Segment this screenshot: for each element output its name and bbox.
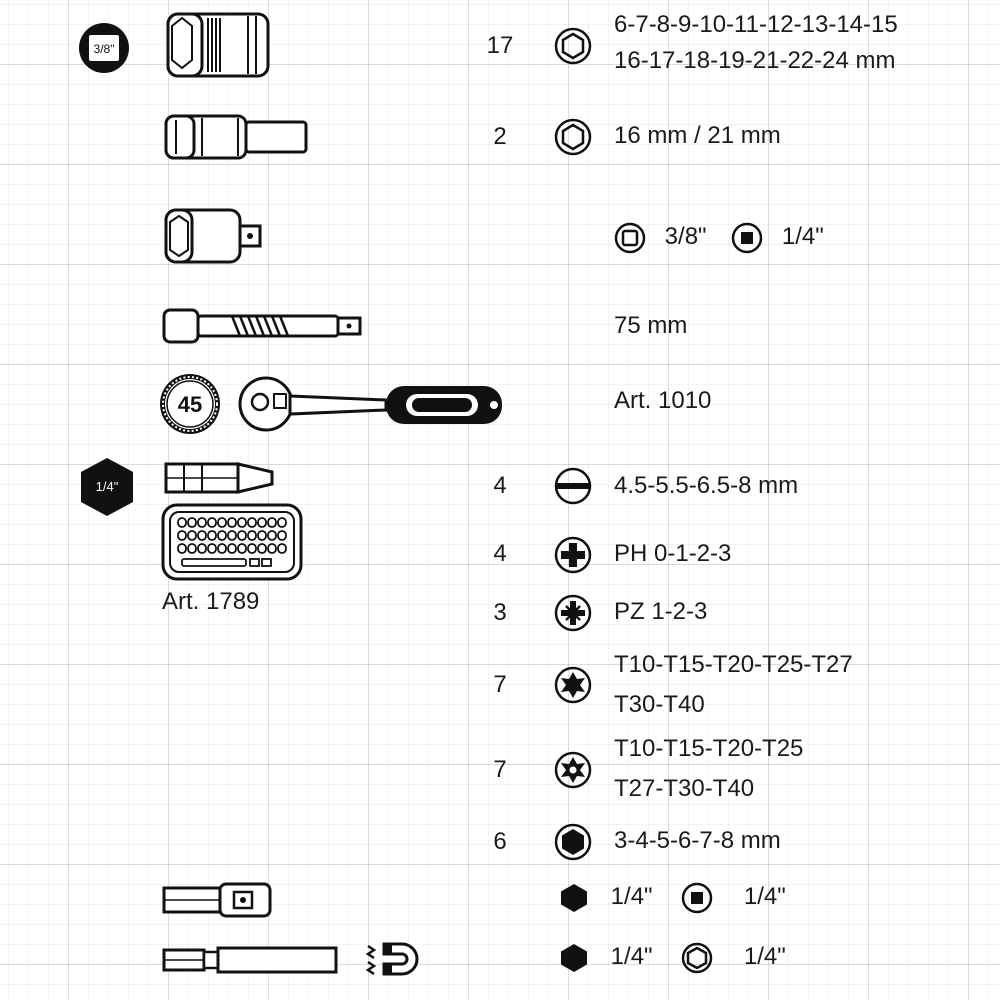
bit-slot [268,518,276,527]
sockets-sizes-line2: 16-17-18-19-21-22-24 mm [614,47,896,74]
deep-sockets-qty: 2 [493,123,507,150]
bit-illustration [162,460,278,496]
bit-holder-sizes [558,942,786,974]
sockets-qty: 17 [486,32,514,59]
bit-slot [198,544,206,553]
pozidriv-sizes: PZ 1-2-3 [614,598,708,625]
deep-sockets-sizes: 16 mm / 21 mm [614,122,781,149]
bit-slot [228,544,236,553]
bit-slot [198,531,206,540]
drive-badge-3-8 [78,22,130,74]
bit-slot [238,531,246,540]
square-drive-outline-icon [614,222,646,254]
slotted-qty: 4 [493,472,507,499]
hex-filled-icon [558,882,590,914]
ratchet-illustration [236,374,508,434]
ratchet-article: Art. 1010 [614,387,712,414]
bit-slot [208,544,216,553]
bit-adapter-size-a: 1/4" [610,883,653,911]
bit-holder-illustration [160,942,350,978]
bit-slot [278,544,286,553]
bit-slot [188,518,196,527]
slotted-sizes: 4.5-5.5-6.5-8 mm [614,472,799,499]
drive-adapter-illustration [162,206,267,266]
bit-slot [258,518,266,527]
drive-badge-1-4 [78,456,136,518]
magnet-icon [364,938,428,980]
bit-slot [208,518,216,527]
bit-slot [218,544,226,553]
drive-badge-3-8-label: 3/8" [93,42,115,56]
bit-slot [248,544,256,553]
adapter-size-b: 1/4" [781,223,824,251]
torx-tamper-sizes-line2: T27-T30-T40 [614,775,755,802]
bit-slot [218,518,226,527]
bit-slot [178,518,186,527]
hex-qty: 6 [493,828,507,855]
square-drive-filled-icon [731,222,763,254]
bit-slot [178,544,186,553]
bit-slot [178,531,186,540]
pozidriv-qty: 3 [493,599,507,626]
hex-filled-icon [558,942,590,974]
deep-socket-illustration [162,110,312,162]
bit-slot [198,518,206,527]
drive-badge-1-4-label: 1/4" [95,479,119,494]
bit-slot [268,544,276,553]
phillips-qty: 4 [493,540,507,567]
extension-bar-illustration [160,304,370,348]
phillips-bit-icon [553,535,593,575]
torx-sizes-line1: T10-T15-T20-T25-T27 [614,651,853,678]
bit-box-illustration [160,502,304,582]
phillips-sizes: PH 0-1-2-3 [614,540,732,567]
bit-adapter-size-b: 1/4" [743,883,786,911]
bit-holder-size-b: 1/4" [743,943,786,971]
adapter-size-a: 3/8" [664,223,707,251]
bit-slot [268,531,276,540]
bit-slot [188,531,196,540]
hex-socket-outline-icon [681,942,713,974]
bit-slot [258,544,266,553]
bit-holder-size-a: 1/4" [610,943,653,971]
torx-qty: 7 [493,671,507,698]
bit-slot [208,531,216,540]
torx-tamper-sizes-line1: T10-T15-T20-T25 [614,735,804,762]
socket-illustration [160,8,275,78]
bit-slot [218,531,226,540]
bit-slot [188,544,196,553]
bit-slot [278,518,286,527]
ratchet-teeth-count: 45 [177,392,203,417]
bit-slot [248,531,256,540]
ratchet-teeth-badge [158,372,222,436]
bit-slot [228,531,236,540]
pozidriv-bit-icon [553,593,593,633]
bit-adapter-illustration [160,880,276,920]
bit-box-article: Art. 1789 [162,588,260,615]
square-drive-filled-icon [681,882,713,914]
bit-slot [228,518,236,527]
hex-bit-icon [553,822,593,862]
extension-length: 75 mm [614,312,688,339]
torx-bit-icon [553,665,593,705]
torx-tamper-qty: 7 [493,756,507,783]
bit-slot [248,518,256,527]
bit-slot [238,544,246,553]
slotted-bit-icon [553,466,593,506]
torx-sizes-line2: T30-T40 [614,691,705,718]
hex-socket-outline-icon [553,26,593,66]
bit-slot [238,518,246,527]
hex-socket-outline-icon [553,117,593,157]
hex-sizes: 3-4-5-6-7-8 mm [614,827,781,854]
torx-tamper-bit-icon [553,750,593,790]
bit-slot [258,531,266,540]
bit-slot [278,531,286,540]
adapter-sizes [614,222,824,254]
bit-adapter-sizes [558,882,786,914]
sockets-sizes-line1: 6-7-8-9-10-11-12-13-14-15 [614,11,898,38]
